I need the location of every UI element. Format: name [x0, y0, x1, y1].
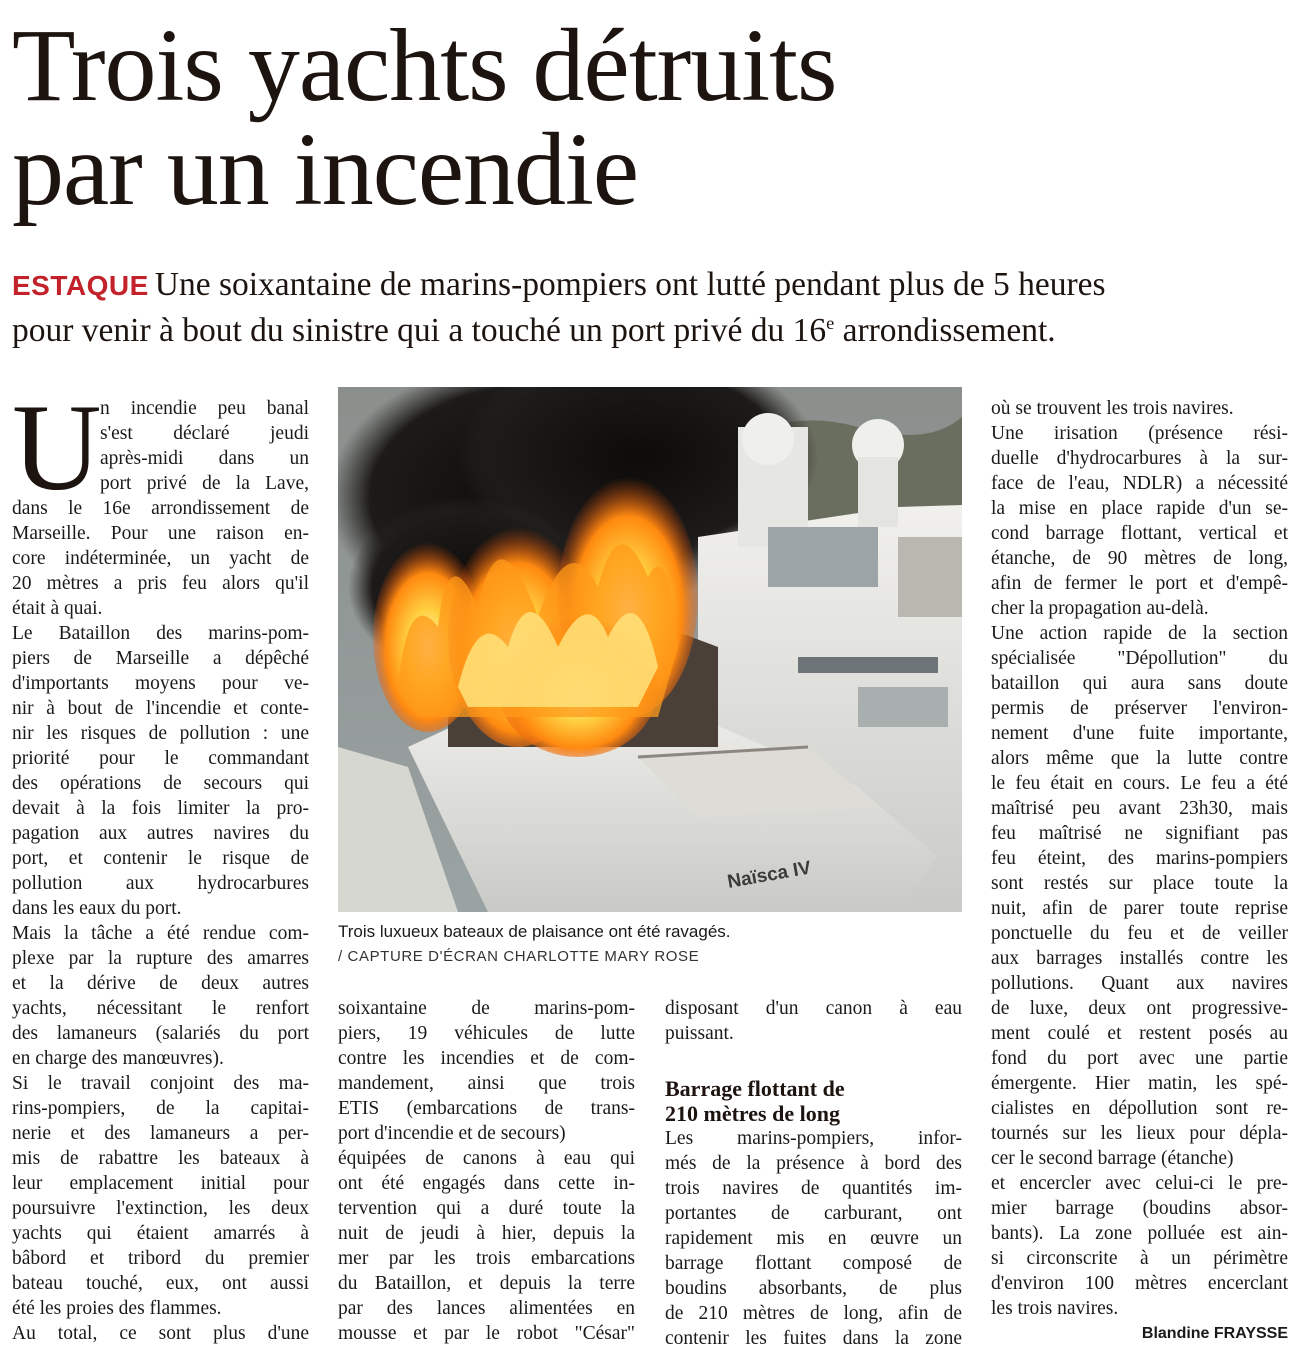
text-line: sont restés sur place toute la — [991, 873, 1288, 894]
column-4 — [991, 396, 1288, 1321]
text-line: ont été engagés dans cette in- — [338, 1173, 635, 1194]
text-line: mier barrage (boudins absor- — [991, 1198, 1288, 1219]
text-line: et la dérive de deux autres — [12, 973, 309, 994]
text-line: ponctuelle du feu et de veiller — [991, 923, 1288, 944]
text-line: port, et contenir le risque de — [12, 848, 309, 869]
text-line: était à quai. — [12, 598, 103, 619]
text-line: et encercler avec celui-ci le pre- — [991, 1173, 1288, 1194]
text-line: permis de préserver l'environ- — [991, 698, 1288, 719]
text-line: alors même que la lutte contre — [991, 748, 1288, 769]
text-line: Au total, ce sont plus d'une — [12, 1323, 309, 1344]
headline — [12, 8, 1288, 227]
text-line: où se trouvent les trois navires. — [991, 398, 1234, 419]
text-line: pollutions. Quant aux navires — [991, 973, 1288, 994]
text-line: més de la présence à bord des — [665, 1153, 962, 1174]
dropcap: U — [12, 379, 102, 516]
text-line: aux barrages installés contre les — [991, 948, 1288, 969]
text-line: fond du port avec une partie — [991, 1048, 1288, 1069]
column-1 — [12, 379, 309, 1346]
text-line: barrage flottant composé de — [665, 1253, 962, 1274]
headline-line-1: Trois yachts détruits — [12, 8, 837, 123]
text-line: feu éteint, des marins-pompiers — [991, 848, 1288, 869]
photo-illustration — [338, 387, 962, 912]
text-line: le feu était en cours. Le feu a été — [991, 773, 1288, 794]
text-line: étanche, de 90 mètres de long, — [991, 548, 1288, 569]
text-line: duelle d'hydrocarbures à la sur- — [991, 448, 1288, 469]
text-line: nement d'une fuite importante, — [991, 723, 1288, 744]
chapeau-text-2b: arrondissement. — [834, 312, 1056, 349]
text-line: n incendie peu banal — [100, 398, 309, 419]
byline: Blandine FRAYSSE — [1141, 1325, 1288, 1342]
text-line: si circonscrite à un périmètre — [991, 1248, 1288, 1269]
text-line: poursuivre l'extinction, les deux — [12, 1198, 309, 1219]
text-line: piers de Marseille a dépêché — [12, 648, 309, 669]
text-line: soixantaine de marins-pom- — [338, 998, 635, 1019]
column-3 — [665, 996, 962, 1351]
text-line: disposant d'un canon à eau — [665, 998, 962, 1019]
text-line: des opérations de secours qui — [12, 773, 309, 794]
text-line: d'importants moyens pour ve- — [12, 673, 309, 694]
text-line: face de l'eau, NDLR) a nécessité — [991, 473, 1288, 494]
text-line: cialistes en dépollution sont re- — [991, 1098, 1288, 1119]
caption-credit: / CAPTURE D'ÉCRAN CHARLOTTE MARY ROSE — [338, 948, 700, 965]
subhead-line-2: 210 mètres de long — [665, 1101, 840, 1126]
text-line: Une action rapide de la section — [991, 623, 1288, 644]
text-line: pollution aux hydrocarbures — [12, 873, 309, 894]
text-line: mer par les trois embarcations — [338, 1248, 635, 1269]
text-line: cer le second barrage (étanche) — [991, 1148, 1234, 1169]
text-line: Marseille. Pour une raison en- — [12, 523, 309, 544]
text-line: portantes de carburant, ont — [665, 1203, 962, 1224]
subhead-line-1: Barrage flottant de — [665, 1076, 845, 1101]
text-line: afin de fermer le port et d'empê- — [991, 573, 1288, 594]
text-line: bateau touché, eux, ont aussi — [12, 1273, 309, 1294]
chapeau-sup: e — [826, 312, 835, 333]
text-line: trois navires de quantités im- — [665, 1178, 962, 1199]
text-line: émergente. Hier matin, les spé- — [991, 1073, 1288, 1094]
text-line: mousse et par le robot "César" — [338, 1323, 635, 1344]
text-line: mis de rabattre les bateaux à — [12, 1148, 309, 1169]
text-line: Le Bataillon des marins-pom- — [12, 623, 309, 644]
text-line: cher la propagation au-delà. — [991, 598, 1209, 619]
text-line: mandement, ainsi que trois — [338, 1073, 635, 1094]
text-line: dans le 16e arrondissement de — [12, 498, 309, 519]
text-line: tournés sur les lieux pour dépla- — [991, 1123, 1288, 1144]
text-line: été les proies des flammes. — [12, 1298, 222, 1319]
text-line: devait à la fois limiter la pro- — [12, 798, 309, 819]
text-line: nir à bout de l'incendie et conte- — [12, 698, 309, 719]
chapeau-line-1 — [12, 262, 1288, 308]
text-line: de 210 mètres de long, afin de — [665, 1303, 962, 1324]
text-line: rins-pompiers, de la capitai- — [12, 1098, 309, 1119]
text-line: boudins absorbants, de plus — [665, 1278, 962, 1299]
text-line: maîtrisé peu avant 23h30, mais — [991, 798, 1288, 819]
text-line: en charge des manœuvres). — [12, 1048, 224, 1069]
text-line: cond barrage flottant, vertical et — [991, 523, 1288, 544]
kicker-estaque: ESTAQUE — [12, 270, 149, 301]
text-line: priorité pour le commandant — [12, 748, 309, 769]
text-line: spécialisée "Dépollution" du — [991, 648, 1288, 669]
text-line: Si le travail conjoint des ma- — [12, 1073, 309, 1094]
chapeau-text-1: Une soixantaine de marins-pompiers ont lutté pendant plus de 5 heures — [154, 266, 1106, 303]
text-line: dans les eaux du port. — [12, 898, 182, 919]
chapeau — [12, 262, 1288, 353]
text-line: 20 mètres a pris feu alors qu'il — [12, 573, 309, 594]
text-line: leur emplacement initial pour — [12, 1173, 309, 1194]
text-line: bants). La zone polluée est ain- — [991, 1223, 1288, 1244]
column-2 — [338, 996, 635, 1346]
text-line: les trois navires. — [991, 1298, 1119, 1319]
text-line: yachts qui étaient amarrés à — [12, 1223, 309, 1244]
text-line: après-midi dans un — [100, 448, 309, 469]
boat-name: Naïsca IV — [725, 857, 813, 893]
text-line: port d'incendie et de secours) — [338, 1123, 566, 1144]
text-line: d'environ 100 mètres encerclant — [991, 1273, 1288, 1294]
text-line: du Bataillon, et depuis la terre — [338, 1273, 635, 1294]
caption-text: Trois luxueux bateaux de plaisance ont été ravagés. — [338, 922, 731, 941]
text-line: des lamaneurs (salariés du port — [12, 1023, 309, 1044]
column-3-bottom — [665, 1126, 962, 1351]
text-line: ment coulé et restent posés au — [991, 1023, 1288, 1044]
text-line: plexe par la rupture des amarres — [12, 948, 309, 969]
chapeau-text-2a: pour venir à bout du sinistre qui a touché un port privé du 16 — [12, 312, 827, 349]
text-line: équipées de canons à eau qui — [338, 1148, 635, 1169]
chapeau-line-2 — [12, 308, 1288, 353]
text-line: Une irisation (présence rési- — [991, 423, 1288, 444]
text-line: Les marins-pompiers, infor- — [665, 1128, 962, 1149]
text-line: contenir les fuites dans la zone — [665, 1328, 962, 1349]
text-line: la mise en place rapide d'un se- — [991, 498, 1288, 519]
text-line: bâbord et tribord du premier — [12, 1248, 309, 1269]
headline-line-2: par un incendie — [12, 112, 639, 227]
text-line: core indéterminée, un yacht de — [12, 548, 309, 569]
text-line: par des lances alimentées en — [338, 1298, 635, 1319]
text-line: nir les risques de pollution : une — [12, 723, 309, 744]
text-line: port privé de la Lave, — [100, 473, 309, 494]
text-line: ETIS (embarcations de trans- — [338, 1098, 635, 1119]
text-line: rapidement mis en œuvre un — [665, 1228, 962, 1249]
subhead — [665, 1076, 962, 1126]
text-line: s'est déclaré jeudi — [100, 423, 309, 444]
text-line: contre les incendies et de com- — [338, 1048, 635, 1069]
text-line: tervention qui a duré toute la — [338, 1198, 635, 1219]
text-line: Mais la tâche a été rendue com- — [12, 923, 309, 944]
text-line: bataillon qui aura sans doute — [991, 673, 1288, 694]
text-line: piers, 19 véhicules de lutte — [338, 1023, 635, 1044]
text-line: nerie et des lamaneurs a per- — [12, 1123, 309, 1144]
text-line: de luxe, deux ont progressive- — [991, 998, 1288, 1019]
column-3-top — [665, 996, 962, 1046]
photo-caption — [338, 919, 962, 969]
text-line: puissant. — [665, 1023, 734, 1044]
text-line: pagation aux autres navires du — [12, 823, 309, 844]
text-line: nuit, afin de parer toute reprise — [991, 898, 1288, 919]
yacht-fire-photo — [338, 387, 962, 912]
text-line: yachts, nécessitant le renfort — [12, 998, 309, 1019]
text-line: feu maîtrisé ne signifiant pas — [991, 823, 1288, 844]
text-line: nuit de jeudi à hier, depuis la — [338, 1223, 635, 1244]
